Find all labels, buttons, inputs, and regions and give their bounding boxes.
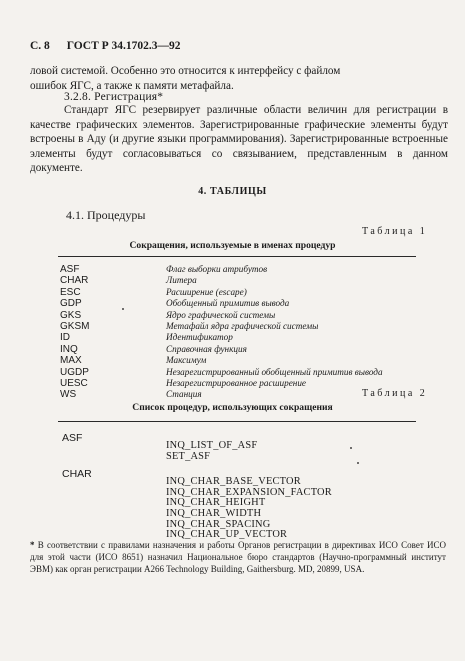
- abbreviation-meaning: Справочная функция: [166, 343, 247, 354]
- abbreviation-meaning: Идентификатор: [166, 332, 233, 343]
- procedure-list: [166, 432, 440, 462]
- paragraph-registration-text: Стандарт ЯГС резервирует различные области величин для регистрации в качестве графических элементов. Зарегистрированные графические элементы будут встроены в Аду (и другие языки программирования). Зарегистрированные встроенные элементы будут согласовываться со связыванием, представленным в данном документе.: [30, 104, 448, 175]
- table-2-label: Таблица 2: [362, 388, 428, 399]
- abbreviation: GDP: [60, 298, 82, 310]
- procedure-name: INQ_CHAR_BASE_VECTOR: [166, 476, 301, 488]
- paragraph-line-2: ошибок ЯГС, а также к памяти метафайла.: [30, 79, 234, 92]
- table-1-top-rule: [58, 256, 416, 257]
- table-2-group: [60, 432, 440, 462]
- table-1-row: [60, 367, 440, 378]
- chapter-title: 4. ТАБЛИЦЫ: [198, 186, 267, 197]
- table-1-row: [60, 264, 440, 275]
- abbreviation-meaning: Незарегистрированный обобщенный примитив вывода: [166, 366, 383, 377]
- abbreviation: UESC: [60, 377, 88, 389]
- paragraph-continuation: [30, 64, 340, 93]
- abbreviation: INQ: [60, 343, 78, 355]
- abbreviation: GKS: [60, 309, 82, 321]
- table-1-row: [60, 287, 440, 298]
- table-2-group: [60, 468, 440, 541]
- abbreviation: WS: [60, 389, 77, 401]
- table-1-label: Таблица 1: [362, 226, 428, 237]
- paragraph-line-1: ловой системой. Особенно это относится к интерфейсу с файлом: [30, 65, 341, 77]
- table-2-top-rule: [58, 421, 416, 422]
- abbreviation-meaning: Незарегистрированное расширение: [166, 377, 307, 388]
- procedure-name: INQ_CHAR_WIDTH: [166, 507, 262, 519]
- procedure-name: INQ_CHAR_SPACING: [166, 518, 271, 530]
- table-2-caption: Список процедур, использующих сокращения: [132, 402, 333, 413]
- abbreviation-meaning: Станция: [166, 389, 202, 400]
- procedure-name: INQ_CHAR_EXPANSION_FACTOR: [166, 486, 332, 498]
- section-heading-procedures: 4.1. Процедуры: [66, 208, 146, 222]
- table-1-row: [60, 332, 440, 343]
- group-abbreviation: CHAR: [62, 468, 92, 481]
- procedure-name: INQ_CHAR_HEIGHT: [166, 497, 266, 509]
- abbreviation-meaning: Метафайл ядра графической системы: [166, 320, 319, 331]
- table-1-row: [60, 310, 440, 321]
- abbreviation: GKSM: [60, 320, 90, 332]
- table-1-row: [60, 275, 440, 286]
- table-1-row: [60, 298, 440, 309]
- abbreviation-meaning: Литера: [166, 275, 197, 286]
- paragraph-registration: [30, 103, 448, 176]
- table-1-row: [60, 344, 440, 355]
- table-1-row: [60, 355, 440, 366]
- procedure-name: SET_ASF: [166, 450, 211, 462]
- section-heading-registration: 3.2.8. Регистрация*: [64, 91, 164, 103]
- abbreviation: ID: [60, 332, 70, 344]
- abbreviation: ESC: [60, 286, 81, 298]
- abbreviation: ASF: [60, 264, 80, 275]
- abbreviation: CHAR: [60, 275, 89, 287]
- table-1-caption: Сокращения, используемые в именах процедур: [129, 240, 336, 251]
- scan-speck: [122, 308, 124, 310]
- table-2-procedures: [60, 432, 440, 541]
- abbreviation: MAX: [60, 355, 82, 367]
- abbreviation: UGDP: [60, 366, 89, 378]
- footnote-marker: *: [30, 540, 35, 550]
- procedure-name: INQ_CHAR_UP_VECTOR: [166, 529, 288, 541]
- abbreviation-meaning: Флаг выборки атрибутов: [166, 264, 268, 274]
- table-1-row: [60, 321, 440, 332]
- procedure-list: [166, 468, 440, 541]
- scan-speck: [357, 462, 359, 464]
- footnote-text: В соответствии с правилами назначения и работы Органов регистрации в директивах ИСО Совет ИСО для этой части (ИСО 8651) назначил Национальное бюро стандартов (Научно-программный институт ЭВМ) как орган регистрации A266 Technology Building, Gaithersburg. MD, 20899, USA.: [30, 540, 446, 574]
- page-number: С. 8: [30, 40, 50, 52]
- footnote: [30, 539, 446, 575]
- scan-speck: [350, 447, 352, 449]
- standard-code: ГОСТ Р 34.1702.3—92: [66, 40, 181, 52]
- abbreviation-meaning: Ядро графической системы: [166, 309, 276, 320]
- table-1-abbreviations: [60, 264, 440, 401]
- abbreviation-meaning: Максимум: [166, 355, 207, 366]
- abbreviation-meaning: Расширение (escape): [166, 286, 247, 297]
- group-abbreviation: ASF: [62, 432, 83, 444]
- page-header: [30, 40, 181, 52]
- abbreviation-meaning: Обобщенный примитив вывода: [166, 298, 290, 309]
- procedure-name: INQ_LIST_OF_ASF: [166, 440, 258, 451]
